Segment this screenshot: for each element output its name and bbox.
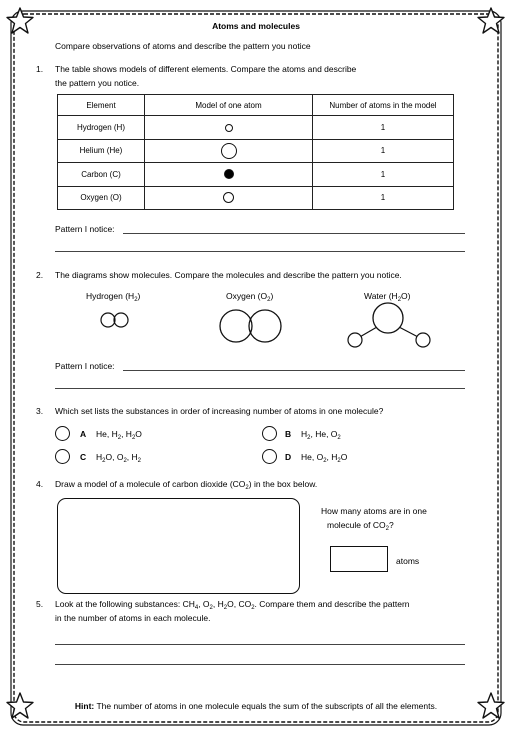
- hint-text: [0, 701, 512, 711]
- q2-answer-line-1[interactable]: [123, 370, 465, 371]
- option-b-label: B $H_2$, He, $O_2$: [285, 429, 341, 441]
- option-c-radio[interactable]: [55, 449, 70, 464]
- q5-text-line1: Look at the following substances: $CH_4$, $O_2$, $H_2O$, $CO_2$. Compare them and describe the pattern: [55, 599, 410, 611]
- element-name: Oxygen (O): [58, 186, 145, 210]
- atom-count: 1: [313, 186, 454, 210]
- molecule-label-hydrogen: Hydrogen $(H_2)$: [86, 291, 141, 303]
- option-c-label: C $H_2O$, $O_2$, $H_2$: [80, 452, 141, 464]
- q2-number: 2.: [36, 270, 44, 280]
- header-element: Element: [58, 95, 145, 116]
- q1-number: 1.: [36, 64, 44, 74]
- q4-number: 4.: [36, 479, 44, 489]
- q5-answer-line-2[interactable]: [55, 664, 465, 665]
- q2-answer-line-2[interactable]: [55, 388, 465, 389]
- q5-answer-line-1[interactable]: [55, 644, 465, 645]
- atom-count: 1: [313, 139, 454, 163]
- q4-text: Draw a model of a molecule of carbon dioxide $(CO_2)$ in the box below.: [55, 479, 318, 491]
- atom-model: [145, 163, 313, 187]
- element-name: Hydrogen (H): [58, 116, 145, 140]
- q1-answer-line-1[interactable]: [123, 233, 465, 234]
- molecule-label-oxygen: Oxygen $(O_2)$: [226, 291, 274, 303]
- hint-body: The number of atoms in one molecule equals the sum of the subscripts of all the elements.: [94, 701, 438, 711]
- helium-atom-circle: [221, 143, 237, 159]
- option-b-radio[interactable]: [262, 426, 277, 441]
- q5-number: 5.: [36, 599, 44, 609]
- atom-count: 1: [313, 116, 454, 140]
- q1-text-line1: The table shows models of different elements. Compare the atoms and describe: [55, 64, 357, 74]
- q1-text-line2: the pattern you notice.: [55, 78, 140, 88]
- water-molecule-diagram: [344, 300, 434, 352]
- q2-pattern-label: Pattern I notice:: [55, 361, 115, 371]
- option-d-label: D He, $O_2$, $H_2O$: [285, 452, 348, 464]
- table-row: [58, 116, 454, 140]
- atom-model: [145, 139, 313, 163]
- q1-pattern-label: Pattern I notice:: [55, 224, 115, 234]
- atom-model: [145, 116, 313, 140]
- drawing-box[interactable]: [57, 498, 300, 594]
- option-d-radio[interactable]: [262, 449, 277, 464]
- intro-text: Compare observations of atoms and describe the pattern you notice: [55, 41, 311, 51]
- q3-text: Which set lists the substances in order of increasing number of atoms in one molecule?: [55, 406, 384, 416]
- table-header-row: [58, 95, 454, 116]
- oxygen-atom-circle: [223, 192, 234, 203]
- header-model: Model of one atom: [145, 95, 313, 116]
- hydrogen-atom-circle: [225, 124, 233, 132]
- page-title: Atoms and molecules: [212, 21, 300, 31]
- oxygen-molecule-diagram: [216, 306, 288, 346]
- atom-count: 1: [313, 163, 454, 187]
- carbon-atom-circle: [224, 169, 234, 179]
- table-row: [58, 186, 454, 210]
- table-row: [58, 163, 454, 187]
- option-a-label: A He, $H_2$, $H_2O$: [80, 429, 142, 441]
- molecule-label-water: Water $(H_2O)$: [364, 291, 411, 303]
- hint-label: Hint:: [74, 701, 95, 711]
- q3-number: 3.: [36, 406, 44, 416]
- q4-side-question-line2: molecule of $CO_2$?: [327, 520, 394, 532]
- atoms-unit-label: atoms: [396, 556, 420, 566]
- q1-answer-line-2[interactable]: [55, 251, 465, 252]
- elements-table: [57, 94, 454, 210]
- hydrogen-molecule-diagram: [96, 308, 136, 332]
- option-a-radio[interactable]: [55, 426, 70, 441]
- q2-text: The diagrams show molecules. Compare the molecules and describe the pattern you notice.: [55, 270, 402, 280]
- atom-count-answer-box[interactable]: [330, 546, 388, 572]
- q5-text-line2: in the number of atoms in each molecule.: [55, 613, 211, 623]
- atom-model: [145, 186, 313, 210]
- element-name: Helium (He): [58, 139, 145, 163]
- q4-side-question-line1: How many atoms are in one: [321, 506, 427, 516]
- element-name: Carbon (C): [58, 163, 145, 187]
- header-count: Number of atoms in the model: [313, 95, 454, 116]
- table-row: [58, 139, 454, 163]
